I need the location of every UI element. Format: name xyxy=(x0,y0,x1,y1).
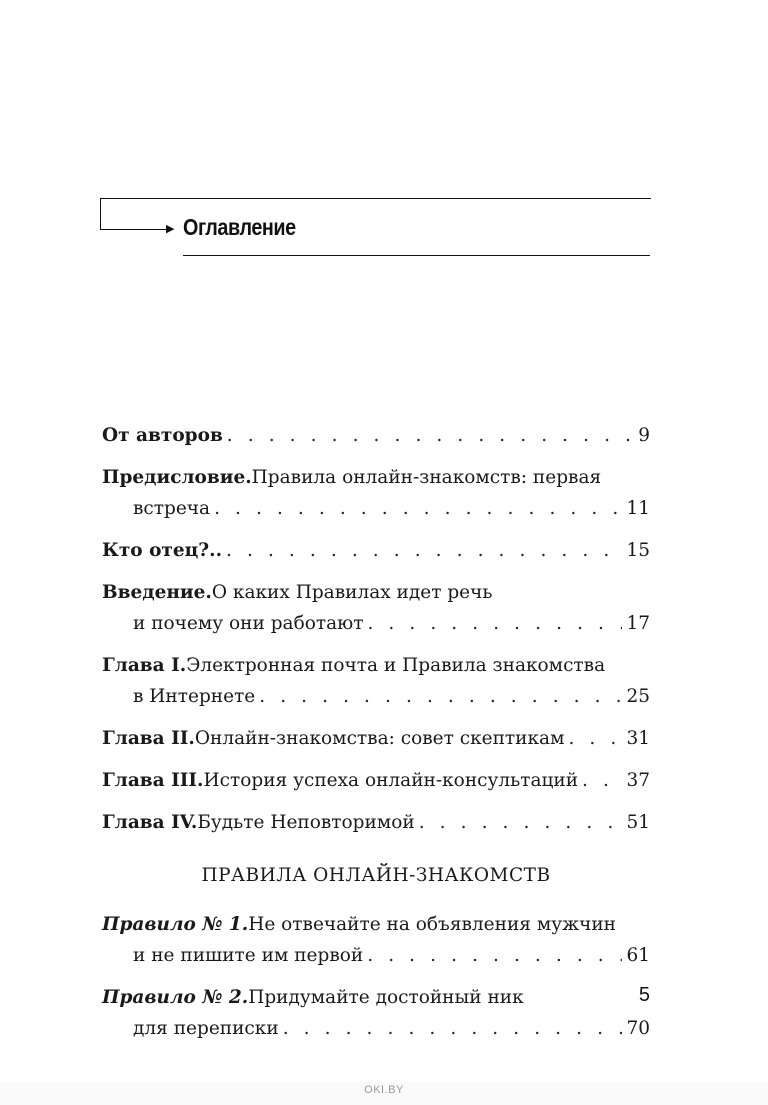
section-heading: ПРАВИЛА ОНЛАЙН-ЗНАКОМСТВ xyxy=(201,865,551,886)
watermark: OKI.BY xyxy=(364,1084,404,1096)
table-of-contents xyxy=(102,420,650,1055)
toc-entry[interactable] xyxy=(102,535,650,566)
rule-subtitle-cont: и не пишите им первой xyxy=(133,945,364,966)
page-ref: 61 xyxy=(626,945,650,966)
entry-subtitle-cont: и почему они работают xyxy=(133,613,364,634)
dot-leader xyxy=(419,807,623,838)
entry-subtitle: Электронная почта и Правила знакомства xyxy=(186,655,606,676)
title-underline xyxy=(183,255,650,256)
dot-leader xyxy=(283,1013,623,1044)
page-title: Оглавление xyxy=(183,214,296,240)
entry-title: Глава I. xyxy=(102,655,187,676)
page-ref: 37 xyxy=(626,770,650,791)
dot-leader xyxy=(582,765,622,796)
dot-leader xyxy=(226,535,622,566)
header-connector-line xyxy=(100,229,170,230)
entry-title: Глава IV. xyxy=(102,812,198,833)
toc-entry[interactable] xyxy=(102,577,650,639)
rule-subtitle-cont: для переписки xyxy=(133,1018,279,1039)
page-ref: 17 xyxy=(626,613,650,634)
page-ref: 70 xyxy=(626,1018,650,1039)
rule-subtitle: Не отвечайте на объявления мужчин xyxy=(248,914,617,935)
entry-title: Кто отец?.. xyxy=(102,540,223,561)
entry-subtitle: О каких Правилах идет речь xyxy=(211,582,493,603)
toc-entry[interactable] xyxy=(102,807,650,838)
entry-title: Глава II. xyxy=(102,728,195,749)
entry-title: Глава III. xyxy=(102,770,204,791)
dot-leader xyxy=(568,723,622,754)
rule-title: Правило № 2. xyxy=(102,987,249,1008)
toc-entry[interactable] xyxy=(102,765,650,796)
dot-leader xyxy=(227,420,634,451)
page-ref: 25 xyxy=(626,686,650,707)
entry-title: Предисловие. xyxy=(102,467,252,488)
dot-leader xyxy=(214,493,622,524)
dot-leader xyxy=(367,608,622,639)
toc-entry[interactable] xyxy=(102,420,650,451)
entry-subtitle-cont: встреча xyxy=(133,498,211,519)
page-ref: 15 xyxy=(626,540,650,561)
dot-leader xyxy=(367,940,622,971)
rule-subtitle: Придумайте достойный ник xyxy=(248,987,524,1008)
toc-entry[interactable] xyxy=(102,650,650,712)
entry-subtitle: Будьте Неповторимой xyxy=(197,812,415,833)
entry-subtitle-cont: в Интернете xyxy=(133,686,256,707)
entry-subtitle: Правила онлайн-знакомств: первая xyxy=(251,467,602,488)
page-number: 5 xyxy=(638,984,650,1006)
rule-title: Правило № 1. xyxy=(102,914,249,935)
entry-subtitle: История успеха онлайн-консультаций xyxy=(203,770,579,791)
arrow-right-icon: ▶ xyxy=(166,222,175,235)
toc-rule-entry[interactable] xyxy=(102,909,650,971)
entry-title: Введение. xyxy=(102,582,212,603)
page-ref: 9 xyxy=(638,425,650,446)
entry-subtitle: Онлайн-знакомства: совет скептикам xyxy=(194,728,565,749)
dot-leader xyxy=(259,681,622,712)
entry-title: От авторов xyxy=(102,425,223,446)
page-ref: 51 xyxy=(626,812,650,833)
toc-rule-entry[interactable] xyxy=(102,982,650,1044)
toc-entry[interactable] xyxy=(102,723,650,754)
toc-entry[interactable] xyxy=(102,462,650,524)
page-ref: 31 xyxy=(626,728,650,749)
page-ref: 11 xyxy=(626,498,650,519)
